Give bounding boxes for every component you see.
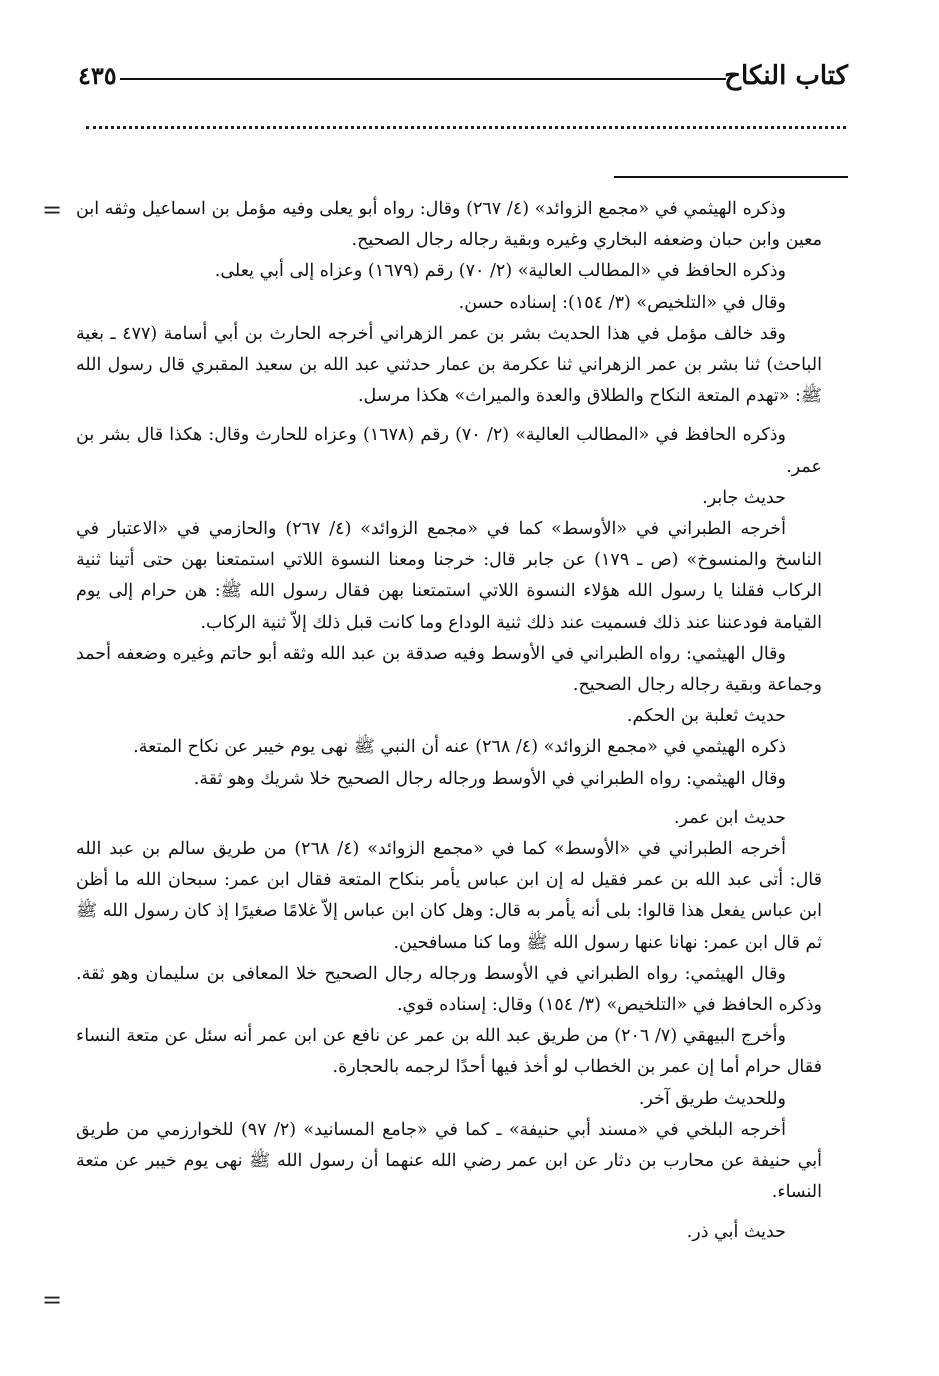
footnote-rule <box>614 176 848 178</box>
paragraph: وقد خالف مؤمل في هذا الحديث بشر بن عمر الزهراني أخرجه الحارث بن أبي أسامة (٤٧٧ ـ بغية الباحث) ثنا بشر بن عمر الزهراني ثنا عكرمة بن عمار حدثني عبد الله بن سعيد المقبري قال رسول الله ﷺ: «تهدم المتعة النكاح والطلاق والعدة والميراث» هكذا مرسل. <box>76 323 822 407</box>
paragraph: وأخرج البيهقي (٧/ ٢٠٦) من طريق عبد الله بن عمر عن نافع عن ابن عمر أنه سئل عن متعة النساء فقال حرام أما إن عمر بن الخطاب لو أخذ فيها أحدًا لرجمه بالحجارة. <box>76 1026 822 1078</box>
paragraph: ذكره الهيثمي في «مجمع الزوائد» (٤/ ٢٦٨) عنه أن النبي ﷺ نهى يوم خيبر عن نكاح المتعة. <box>133 737 786 758</box>
paragraph: أخرجه البلخي في «مسند أبي حنيفة» ـ كما في «جامع المسانيد» (٢/ ٩٧) للخوارزمي من طريق أبي حنيفة عن محارب بن دثار عن ابن عمر رضي الله عنهما أن رسول الله ﷺ نهى يوم خيبر عن متعة النساء. <box>76 1119 822 1203</box>
paragraph: وقال الهيثمي: رواه الطبراني في الأوسط ورجاله رجال الصحيح خلا المعافى بن سليمان وهو ثقة. وذكره الحافظ في «التلخيص» (٣/ ١٥٤) وقال: إسناده قوي. <box>76 963 822 1016</box>
page-header <box>78 56 848 96</box>
book-title: كتاب النكاح <box>724 61 848 91</box>
paragraph: وقال الهيثمي: رواه الطبراني في الأوسط ورجاله رجال الصحيح خلا شريك وهو ثقة. <box>193 768 786 789</box>
paragraph: وقال الهيثمي: رواه الطبراني في الأوسط وفيه صدقة بن عبد الله وثقه أبو حاتم وغيره وضعفه أحمد وجماعة وبقية رجاله رجال الصحيح. <box>76 643 822 696</box>
section-heading: حديث ثعلبة بن الحكم. <box>626 706 786 727</box>
continuation-mark-bottom: = <box>42 1286 63 1314</box>
section-heading: حديث ابن عمر. <box>673 807 786 828</box>
section-heading: وللحديث طريق آخر. <box>638 1088 786 1109</box>
paragraph: وذكره الحافظ في «المطالب العالية» (٢/ ٧٠) رقم (١٦٧٨) وعزاه للحارث وقال: هكذا قال بشر بن عمر. <box>76 425 822 477</box>
paragraph: وقال في «التلخيص» (٣/ ١٥٤): إسناده حسن. <box>458 292 786 313</box>
header-rule <box>120 78 726 80</box>
section-heading: حديث أبي ذر. <box>686 1221 786 1242</box>
page-number: ٤٣٥ <box>78 61 117 90</box>
dotted-separator <box>86 126 846 129</box>
paragraph: أخرجه الطبراني في «الأوسط» كما في «مجمع الزوائد» (٤/ ٢٦٧) والحازمي في «الاعتبار في الناسخ والمنسوخ» (ص ـ ١٧٩) عن جابر قال: خرجنا ومعنا النسوة اللاتي استمتعنا بهن حتى أتينا ثنية الركاب فقلنا يا رسول الله هؤلاء النسوة اللاتي استمتعنا بهن فقال رسول الله ﷺ: هن حرام إلى يوم القيامة فودعننا عند ذلك فسميت عند ذلك ثنية الوداع وما كانت قبل ذلك إلاّ ثنية الركاب. <box>76 519 822 633</box>
paragraph: وذكره الحافظ في «المطالب العالية» (٢/ ٧٠) رقم (١٦٧٩) وعزاه إلى أبي يعلى. <box>214 261 786 282</box>
paragraph: أخرجه الطبراني في «الأوسط» كما في «مجمع الزوائد» (٤/ ٢٦٨) من طريق سالم بن عبد الله قال: أتى عبد الله بن عمر فقيل له إن ابن عباس يأمر بنكاح المتعة فقال ابن عمر: سبحان الله ما أظن ابن عباس يفعل هذا قالوا: بلى أنه يأمر به قال: وهل كان ابن عباس إلاّ غلامًا صغيرًا إذ كان رسول الله ﷺ ثم قال ابن عمر: نهانا عنها رسول الله ﷺ وما كنا مسافحين. <box>76 839 822 953</box>
continuation-mark-top: = <box>42 196 63 224</box>
paragraph: وذكره الهيثمي في «مجمع الزوائد» (٤/ ٢٦٧) وقال: رواه أبو يعلى وفيه مؤمل بن اسماعيل وثقه ابن معين وابن حبان وضعفه البخاري وغيره وبقية رجاله رجال الصحيح. <box>76 199 822 251</box>
section-heading: حديث جابر. <box>702 487 786 508</box>
footnote-text <box>76 194 822 1248</box>
